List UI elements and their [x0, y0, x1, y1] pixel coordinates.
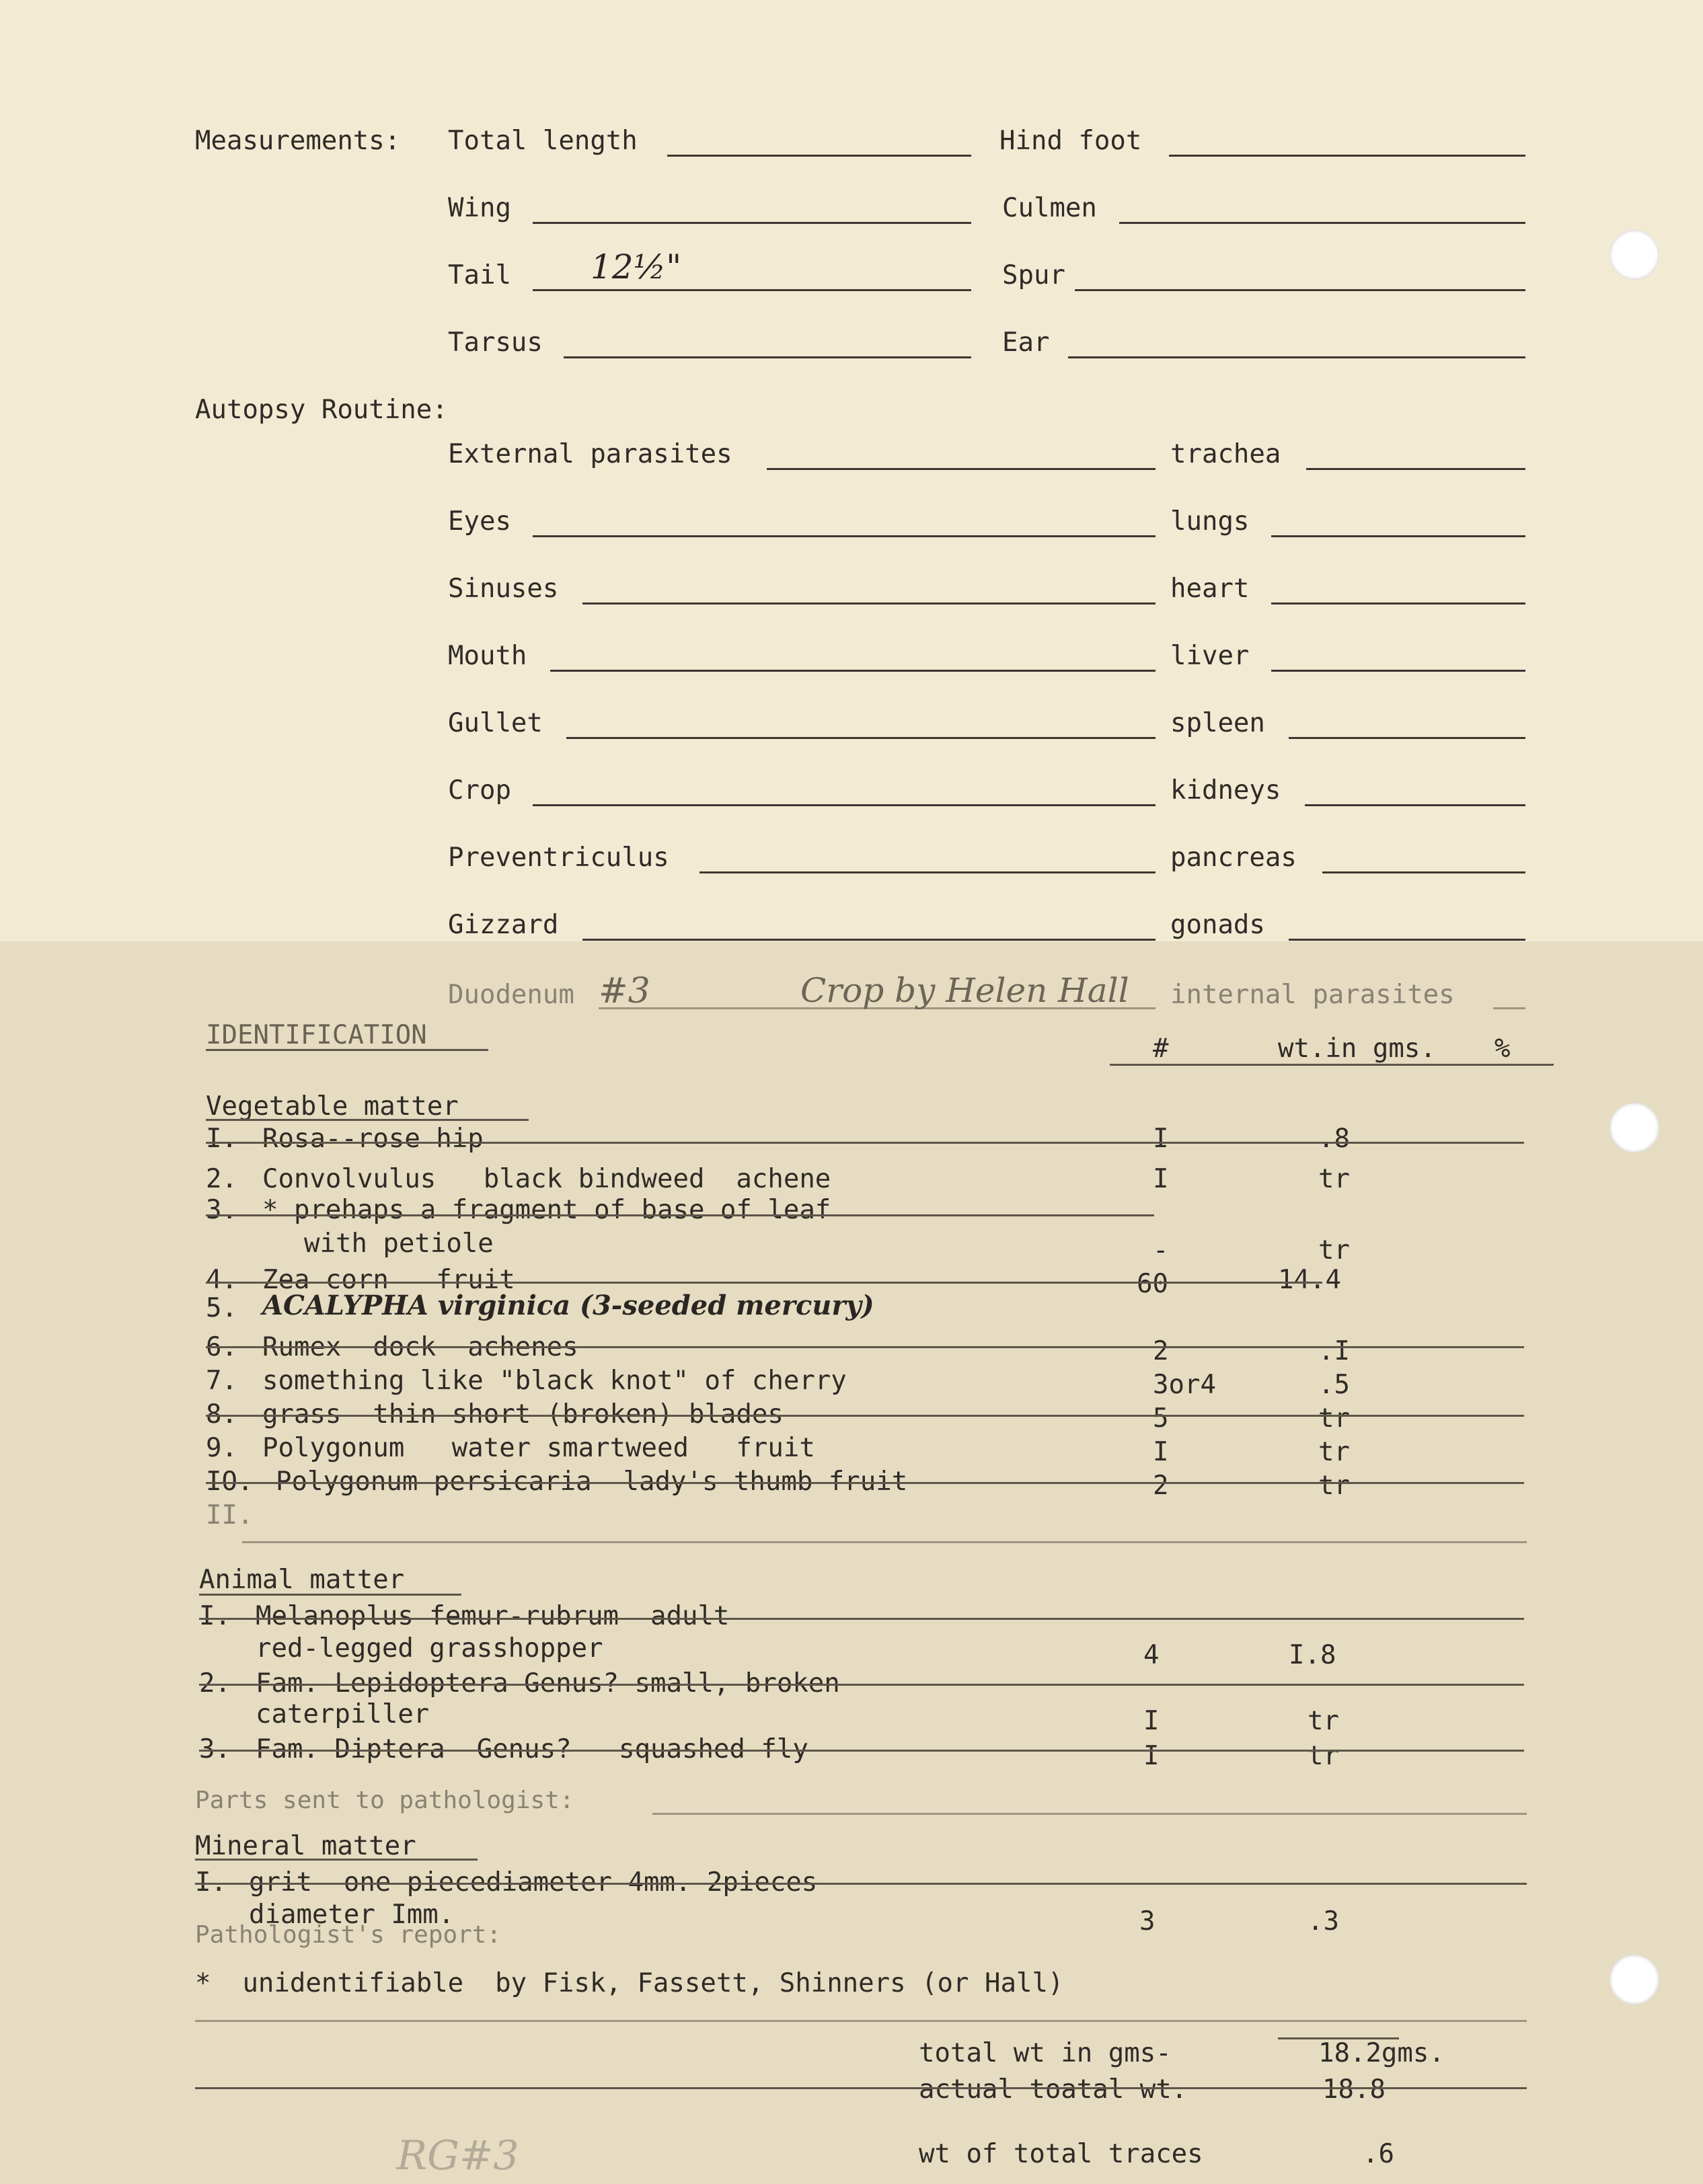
animal-text: caterpiller — [256, 1699, 430, 1729]
tarsus-label: Tarsus — [448, 327, 543, 358]
autopsy-line — [533, 535, 1156, 537]
autopsy-right-label: pancreas — [1170, 843, 1297, 873]
veg-weight: .I — [1318, 1336, 1350, 1366]
culmen-label: Culmen — [1002, 193, 1097, 223]
vegetable-heading: Vegetable matter — [206, 1091, 459, 1122]
autopsy-line — [550, 670, 1156, 672]
animal-count: I — [1143, 1741, 1160, 1771]
veg-num: IO. — [206, 1467, 254, 1497]
footnote-divider — [195, 2020, 1527, 2022]
total-length-label: Total length — [448, 126, 638, 156]
traces-weight-value: .6 — [1363, 2139, 1394, 2169]
total-length-line — [667, 155, 971, 157]
autopsy-right-label: spleen — [1170, 708, 1265, 738]
autopsy-line — [533, 804, 1156, 806]
veg-text: Convolvulus black bindweed achene — [262, 1164, 831, 1194]
veg-count: I — [1153, 1164, 1169, 1194]
veg-text: Polygonum water smartweed fruit — [262, 1433, 815, 1463]
veg-text: something like "black knot" of cherry — [262, 1366, 847, 1396]
mineral-text: diameter Imm. — [249, 1900, 455, 1930]
autopsy-left-label: Preventriculus — [448, 843, 669, 873]
autopsy-left-label: Gullet — [448, 708, 543, 738]
actual-weight-value: 18.8 — [1322, 2074, 1386, 2105]
veg-text: Rosa--rose hip — [262, 1124, 484, 1154]
veg-weight: .8 — [1318, 1124, 1350, 1154]
veg-text: Polygonum persicaria lady's thumb fruit — [276, 1467, 908, 1497]
animal-num: 2. — [199, 1668, 231, 1699]
wing-label: Wing — [448, 193, 511, 223]
autopsy-right-label: gonads — [1170, 910, 1265, 940]
row-strike — [206, 1482, 1524, 1484]
veg-num: II. — [206, 1500, 254, 1530]
veg-count: - — [1153, 1235, 1169, 1265]
autopsy-left-label: Gizzard — [448, 910, 559, 940]
total-weight-value: 18.2gms. — [1318, 2038, 1445, 2068]
veg-count: 60 — [1137, 1269, 1168, 1299]
animal-heading: Animal matter — [199, 1565, 405, 1595]
autopsy-line — [1493, 1007, 1525, 1009]
culmen-line — [1119, 222, 1525, 224]
autopsy-left-label: Eyes — [448, 506, 511, 537]
count-column-header: # — [1153, 1034, 1169, 1064]
veg-num: 9. — [206, 1433, 237, 1463]
row-strike — [195, 2087, 1527, 2089]
animal-count: 4 — [1143, 1640, 1160, 1670]
veg-weight: tr — [1318, 1164, 1350, 1194]
mineral-num: I. — [195, 1867, 227, 1898]
crop-note: Crop by Helen Hall — [800, 971, 1129, 1010]
veg-num: 5. — [206, 1293, 237, 1323]
autopsy-line — [767, 468, 1156, 470]
veg-num: 3. — [206, 1195, 237, 1225]
autopsy-left-label: External parasites — [448, 439, 732, 469]
autopsy-line — [1322, 871, 1525, 873]
veg-num: 6. — [206, 1332, 237, 1362]
veg-text: with petiole — [304, 1228, 494, 1259]
veg-text: Rumex dock achenes — [262, 1332, 578, 1362]
autopsy-line — [1271, 535, 1525, 537]
section-divider — [242, 1541, 1527, 1543]
autopsy-right-label: liver — [1170, 641, 1250, 671]
row-strike — [199, 1618, 1524, 1620]
heading-underline — [199, 1594, 461, 1596]
pencil-mark: RG#3 — [397, 2132, 519, 2179]
ear-label: Ear — [1002, 327, 1050, 358]
punch-hole — [1610, 230, 1659, 280]
veg-num: 7. — [206, 1366, 237, 1396]
animal-weight: tr — [1308, 1741, 1339, 1771]
percent-column-header: % — [1494, 1034, 1511, 1064]
animal-count: I — [1143, 1706, 1160, 1736]
veg-count: 2 — [1153, 1471, 1169, 1501]
autopsy-left-label: Crop — [448, 775, 511, 806]
veg-weight: .5 — [1318, 1370, 1350, 1400]
animal-text: Fam. Diptera Genus? squashed fly — [256, 1734, 808, 1764]
row-strike — [206, 1346, 1524, 1348]
veg-count: 2 — [1153, 1336, 1169, 1366]
veg-weight: 14.4 — [1278, 1265, 1341, 1295]
animal-text: Melanoplus femur-rubrum adult — [256, 1601, 730, 1631]
heading-underline — [206, 1119, 529, 1121]
traces-weight-label: wt of total traces — [919, 2139, 1203, 2169]
row-strike — [195, 1883, 1527, 1885]
autopsy-line — [1271, 670, 1525, 672]
autopsy-line — [1271, 602, 1525, 604]
header-underline — [1110, 1064, 1554, 1066]
mineral-text: grit one piecediameter 4mm. 2pieces — [249, 1867, 818, 1898]
animal-text: red-legged grasshopper — [256, 1633, 603, 1664]
autopsy-left-label: Sinuses — [448, 574, 559, 604]
mineral-count: 3 — [1139, 1906, 1156, 1937]
punch-hole — [1610, 1955, 1659, 2004]
autopsy-right-label: kidneys — [1170, 775, 1281, 806]
veg-weight: tr — [1318, 1471, 1350, 1501]
autopsy-right-label: internal parasites — [1170, 980, 1455, 1010]
animal-text: Fam. Lepidoptera Genus? small, broken — [256, 1668, 840, 1699]
animal-num: I. — [199, 1601, 231, 1631]
veg-num: 4. — [206, 1265, 237, 1295]
autopsy-line — [582, 602, 1156, 604]
veg-count: I — [1153, 1124, 1169, 1154]
autopsy-right-label: lungs — [1170, 506, 1250, 537]
veg-weight: tr — [1318, 1403, 1350, 1434]
autopsy-left-label: Mouth — [448, 641, 527, 671]
veg-count: I — [1153, 1437, 1169, 1467]
hind-foot-line — [1169, 155, 1525, 157]
veg-num: I. — [206, 1124, 237, 1154]
tail-line — [533, 289, 971, 291]
autopsy-line — [566, 737, 1156, 739]
autopsy-line — [699, 871, 1156, 873]
autopsy-right-label: heart — [1170, 574, 1250, 604]
veg-weight: tr — [1318, 1437, 1350, 1467]
measurements-heading: Measurements: — [195, 126, 401, 156]
faint-underlying-label: Parts sent to pathologist: — [195, 1787, 574, 1814]
autopsy-line — [1289, 737, 1525, 739]
autopsy-line — [1306, 468, 1525, 470]
row-strike — [206, 1415, 1524, 1417]
tail-label: Tail — [448, 260, 511, 290]
spur-line — [1075, 289, 1525, 291]
veg-text: * prehaps a fragment of base of leaf — [262, 1195, 831, 1225]
veg-count: 5 — [1153, 1403, 1169, 1434]
autopsy-left-label: Duodenum — [448, 980, 574, 1010]
duodenum-note: #3 — [599, 971, 650, 1011]
row-strike — [199, 1750, 1524, 1752]
row-strike — [206, 1142, 1524, 1144]
veg-num: 2. — [206, 1164, 237, 1194]
footnote: * unidentifiable by Fisk, Fassett, Shinners (or Hall) — [195, 1968, 1064, 1998]
autopsy-line — [1305, 804, 1525, 806]
autopsy-line — [1289, 939, 1525, 941]
total-overline — [1278, 2037, 1399, 2039]
veg-weight: tr — [1318, 1235, 1350, 1265]
mineral-weight: .3 — [1308, 1906, 1339, 1937]
autopsy-line — [582, 939, 1156, 941]
hind-foot-label: Hind foot — [999, 126, 1142, 156]
tarsus-line — [564, 356, 971, 358]
faint-underlying-label: Pathologist's report: — [195, 1921, 502, 1949]
animal-num: 3. — [199, 1734, 231, 1764]
veg-text: grass thin short (broken) blades — [262, 1399, 784, 1430]
identification-heading: IDENTIFICATION — [206, 1020, 427, 1050]
wing-line — [533, 222, 971, 224]
row-strike — [206, 1282, 1322, 1284]
actual-weight-label: actual toatal wt. — [919, 2074, 1188, 2105]
heading-underline — [195, 1859, 478, 1861]
veg-num: 8. — [206, 1399, 237, 1430]
veg-text-handwritten: ACALYPHA virginica (3-seeded mercury) — [262, 1290, 874, 1321]
faint-underlying-line — [652, 1813, 1527, 1815]
autopsy-heading: Autopsy Routine: — [195, 395, 448, 425]
mineral-heading: Mineral matter — [195, 1831, 416, 1861]
spur-label: Spur — [1002, 260, 1065, 290]
row-strike — [199, 1684, 1524, 1686]
autopsy-right-label: trachea — [1170, 439, 1281, 469]
row-strike — [206, 1214, 1154, 1216]
total-weight-label: total wt in gms- — [919, 2038, 1172, 2068]
veg-count: 3or4 — [1153, 1370, 1216, 1400]
animal-weight: tr — [1308, 1706, 1339, 1736]
punch-hole — [1610, 1103, 1659, 1153]
ear-line — [1068, 356, 1525, 358]
weight-column-header: wt.in gms. — [1278, 1034, 1436, 1064]
animal-weight: I.8 — [1289, 1640, 1336, 1670]
heading-underline — [206, 1049, 488, 1051]
tail-value: 12½" — [591, 247, 682, 286]
veg-text: Zea corn fruit — [262, 1265, 515, 1295]
